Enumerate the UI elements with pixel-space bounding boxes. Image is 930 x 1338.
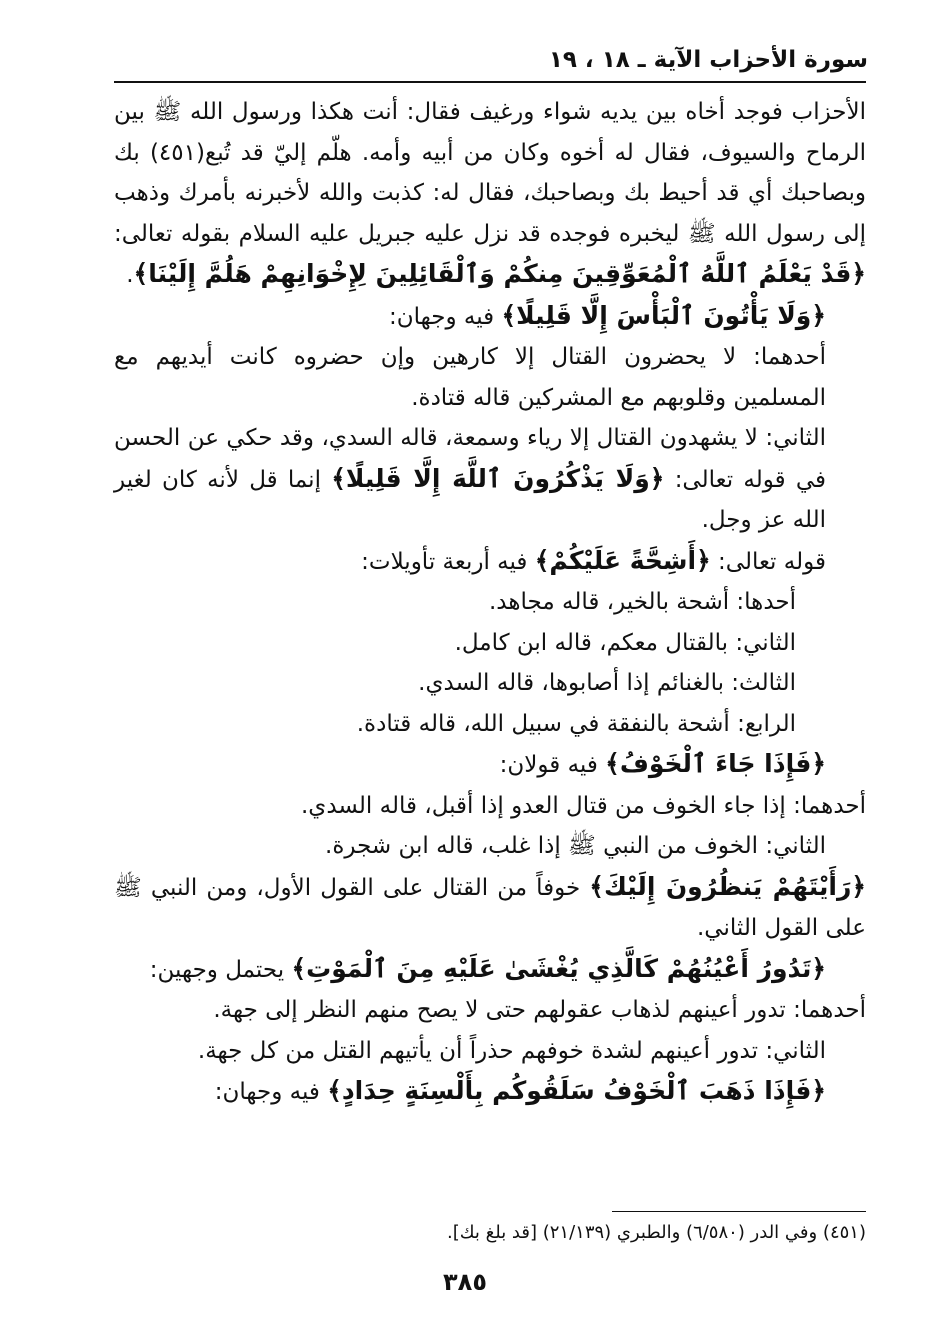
- paragraph: [114, 867, 866, 949]
- quran-quote: ﴿رَأَيْتَهُمْ يَنظُرُونَ إِلَيْكَ﴾: [589, 871, 866, 901]
- page-number: ٣٨٥: [443, 1268, 487, 1296]
- paragraph: [114, 296, 866, 338]
- quran-quote: ﴿أَشِحَّةً عَلَيْكُمْ﴾: [534, 545, 711, 575]
- paragraph-text: فيه وجهان:: [389, 303, 495, 330]
- list-item: أحدها: أشحة بالخير، قاله مجاهد.: [489, 589, 796, 615]
- quran-quote: ﴿تَدُورُ أَعْيُنُهُمْ كَالَّذِي يُغْشَىٰ عَلَيْهِ مِنَ ٱلْمَوْتِ﴾: [291, 953, 826, 983]
- list-item: أحدهما: تدور أعينهم لذهاب عقولهم حتى لا يصح منهم النظر إلى جهة.: [213, 997, 866, 1023]
- quran-quote: ﴿وَلَا يَذْكُرُونَ ٱللَّهَ إِلَّا قَلِيلًا﴾: [331, 463, 665, 493]
- main-text: [114, 92, 866, 1113]
- paragraph: [114, 1071, 866, 1113]
- footnote: (٤٥١) وفي الدر (٦/٥٨٠) والطبري (٢١/١٣٩) [قد بلغ بك].: [447, 1222, 866, 1243]
- paragraph-text: فيه وجهان:: [214, 1079, 320, 1105]
- paragraph-text: خوفاً من القتال على القول الأول، ومن النبي ﷺ على القول الثاني.: [114, 874, 866, 941]
- quran-quote: ﴿فَإِذَا ذَهَبَ ٱلْخَوْفُ سَلَقُوكُم بِأَلْسِنَةٍ حِدَادٍ﴾: [327, 1076, 826, 1105]
- list-item: الثاني: بالقتال معكم، قاله ابن كامل.: [454, 629, 796, 656]
- quran-quote: ﴿قَدْ يَعْلَمُ ٱللَّهُ ٱلْمُعَوِّقِينَ مِنكُمْ وَٱلْقَائِلِينَ لِإِخْوَانِهِمْ هَلُمَّ إِلَيْنَا﴾: [133, 259, 866, 288]
- quran-quote: ﴿فَإِذَا جَاءَ ٱلْخَوْفُ﴾: [605, 749, 826, 778]
- paragraph-text: إنما قل لأنه كان لغير الله عز وجل.: [114, 466, 826, 533]
- header-rule: [114, 81, 866, 83]
- paragraph-text: الأحزاب فوجد أخاه بين يديه شواء ورغيف فقال: أنت هكذا ورسول الله ﷺ بين الرماح والسيوف، فقال له أخوه وكان من أبيه وأمه. هلّم إليّ قد تُبع(٤٥١) بك وبصاحبك أي قد أحيط بك وبصاحبك، فقال له: كذبت والله لأخبرنه بأمرك وذهب إلى رسول الله ﷺ ليخبره فوجده قد نزل عليه جبريل عليه السلام بقوله تعالى:: [114, 99, 866, 247]
- sentence-end: .: [126, 262, 134, 288]
- paragraph-text: قوله تعالى:: [718, 548, 826, 575]
- paragraph: [114, 418, 866, 541]
- paragraph-text: فيه قولان:: [499, 752, 598, 778]
- quran-quote: ﴿وَلَا يَأْتُونَ ٱلْبَأْسَ إِلَّا قَلِيلًا﴾: [501, 300, 826, 330]
- list-item: الرابع: أشحة بالنفقة في سبيل الله، قاله قتادة.: [356, 710, 796, 737]
- paragraph: [114, 744, 866, 786]
- paragraph-text: يحتمل وجهين:: [149, 956, 285, 983]
- list-item: الثاني: تدور أعينهم لشدة خوفهم حذراً أن يأتيهم القتل من كل جهة.: [197, 1037, 826, 1064]
- paragraph: [114, 92, 866, 296]
- paragraph-text: فيه أربعة تأويلات:: [361, 548, 528, 575]
- paragraph-text: الثاني: لا يشهدون القتال إلا رياء وسمعة، قاله السدي، وقد حكي عن الحسن في قوله تعالى:: [114, 425, 827, 493]
- list-item: الثاني: الخوف من النبي ﷺ إذا غلب، قاله ابن شجرة.: [325, 833, 826, 859]
- running-head: سورة الأحزاب الآية ـ ١٨ ، ١٩: [548, 47, 868, 73]
- paragraph: أحدهما: لا يحضرون القتال إلا كارهين وإن حضروه كانت أيديهم مع المسلمين وقلوبهم مع المشركين قاله قتادة.: [114, 344, 826, 411]
- paragraph: [114, 949, 866, 991]
- list-item: أحدهما: إذا جاء الخوف من قتال العدو إذا أقبل، قاله السدي.: [301, 792, 866, 819]
- paragraph: [114, 541, 866, 583]
- list-item: الثالث: بالغنائم إذا أصابوها، قاله السدي.: [418, 670, 796, 696]
- footnote-rule: [612, 1211, 866, 1212]
